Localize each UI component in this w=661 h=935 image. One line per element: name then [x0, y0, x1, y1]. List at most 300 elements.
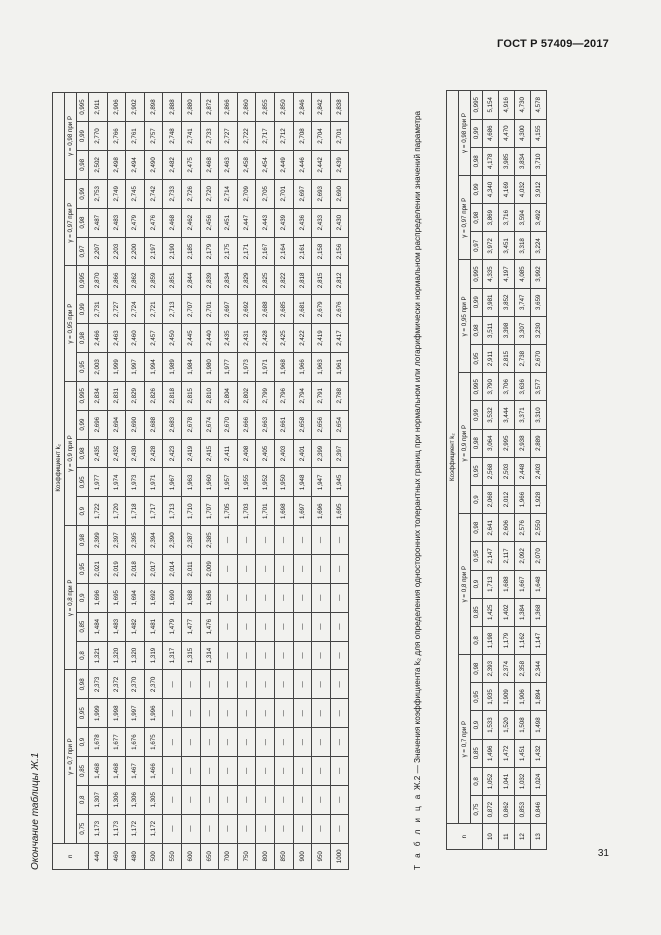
table-row	[293, 93, 312, 870]
table-cell: 1,720	[107, 497, 126, 526]
gamma-group-header: γ = 0,9 при P	[65, 381, 77, 525]
table-cell: 1,984	[181, 352, 200, 381]
table-cell: 2,457	[144, 324, 163, 353]
table-cell: 2,428	[144, 439, 163, 468]
row-n-cell: 900	[293, 843, 312, 869]
table-cell: 1,648	[531, 570, 547, 598]
table-cell: —	[237, 583, 256, 612]
table-cell: 2,428	[256, 324, 275, 353]
table-cell: 2,490	[144, 150, 163, 179]
table-cell: 2,742	[144, 179, 163, 208]
table-cell: 1,483	[107, 612, 126, 641]
table-cell: —	[219, 814, 238, 843]
table-cell: 3,869	[483, 204, 499, 232]
table-cell: 1,697	[293, 497, 312, 526]
table-cell: 2,726	[181, 179, 200, 208]
gamma-group-header: γ = 0,97 при P	[459, 175, 471, 260]
table-cell: 2,995	[499, 429, 515, 457]
table-cell: 2,685	[274, 295, 293, 324]
table-row	[144, 93, 163, 870]
table-cell: 2,696	[89, 410, 108, 439]
table-cell: 2,179	[200, 237, 219, 266]
table-cell: 1,963	[312, 352, 331, 381]
table-cell: 1,955	[237, 468, 256, 497]
table-cell: 2,688	[256, 295, 275, 324]
page-number: 31	[597, 848, 609, 859]
table-cell: —	[330, 612, 349, 641]
table-cell: 1,692	[144, 583, 163, 612]
p-column-header: 0,99	[471, 401, 483, 429]
p-column-header: 0,98	[77, 324, 89, 353]
p-column-header: 0,95	[471, 542, 483, 570]
gamma-group-header: γ = 0,95 при P	[459, 260, 471, 373]
table-cell: 2,483	[107, 208, 126, 237]
table-cell: 1,973	[237, 352, 256, 381]
table-cell: 1,703	[237, 497, 256, 526]
table-cell: 2,697	[219, 295, 238, 324]
table-cell: 1,173	[89, 814, 108, 843]
table-cell: 2,395	[126, 526, 145, 555]
table-cell: 1,963	[181, 468, 200, 497]
table-cell: 2,825	[256, 266, 275, 295]
table-cell: 2,678	[181, 410, 200, 439]
table-cell: 2,906	[107, 93, 126, 122]
p-column-header: 0,9	[77, 728, 89, 757]
table-cell: 1,675	[144, 728, 163, 757]
table-cell: 1,948	[293, 468, 312, 497]
table-cell: 2,810	[200, 381, 219, 410]
table-cell: 1,718	[126, 497, 145, 526]
table-cell: 2,749	[107, 179, 126, 208]
table-cell: —	[200, 785, 219, 814]
row-n-cell: 700	[219, 843, 238, 869]
table-cell: —	[312, 555, 331, 584]
table-cell: 2,818	[293, 266, 312, 295]
table-cell: 2,017	[144, 555, 163, 584]
table-cell: —	[256, 555, 275, 584]
table-cell: 1,484	[89, 612, 108, 641]
table-cell: 2,468	[200, 150, 219, 179]
table-cell: 2,147	[483, 542, 499, 570]
table-cell: 3,710	[531, 147, 547, 175]
table-cell: 2,450	[163, 324, 182, 353]
table-cell: —	[293, 612, 312, 641]
table-cell: 1,960	[200, 468, 219, 497]
table-cell: 2,701	[274, 179, 293, 208]
table-cell: 2,399	[89, 526, 108, 555]
table-cell: 1,172	[126, 814, 145, 843]
table-cell: 1,686	[200, 583, 219, 612]
table-cell: 3,511	[483, 316, 499, 344]
p-column-header: 0,9	[77, 583, 89, 612]
table-cell: 2,720	[200, 179, 219, 208]
row-n-cell: 460	[107, 843, 126, 869]
table-cell: —	[293, 526, 312, 555]
table-cell: 4,178	[483, 147, 499, 175]
table-cell: 2,788	[330, 381, 349, 410]
table-row	[163, 93, 182, 870]
table-cell: 2,576	[515, 514, 531, 542]
table-cell: 2,462	[181, 208, 200, 237]
table-cell: 2,447	[237, 208, 256, 237]
p-column-header: 0,99	[471, 288, 483, 316]
table-row	[89, 93, 108, 870]
table-cell: —	[312, 583, 331, 612]
table-cell: 1,909	[499, 683, 515, 711]
table-cell: —	[256, 641, 275, 670]
table-cell: 2,068	[483, 485, 499, 513]
table-cell: 1,320	[126, 641, 145, 670]
gamma-group-header: γ = 0,7 при P	[65, 670, 77, 843]
table-cell: 2,697	[293, 179, 312, 208]
p-column-header: 0,995	[471, 260, 483, 288]
table-cell: 1,971	[144, 468, 163, 497]
table-row	[126, 93, 145, 870]
p-column-header: 0,95	[471, 683, 483, 711]
table-cell: 2,831	[107, 381, 126, 410]
table-cell: 1,479	[163, 612, 182, 641]
table2-caption	[413, 70, 424, 870]
table-cell: 2,403	[274, 439, 293, 468]
table-cell: 2,372	[107, 670, 126, 699]
table-cell: 2,753	[89, 179, 108, 208]
table-cell: 3,577	[531, 373, 547, 401]
table-cell: 1,676	[126, 728, 145, 757]
table-cell: 2,911	[89, 93, 108, 122]
table-cell: 1,906	[515, 683, 531, 711]
table-cell: 2,902	[126, 93, 145, 122]
table-cell: —	[293, 757, 312, 786]
table-cell: 2,866	[107, 266, 126, 295]
table-cell: 1,321	[89, 641, 108, 670]
table-cell: 1,305	[144, 785, 163, 814]
p-column-header: 0,85	[77, 612, 89, 641]
table-cell: —	[274, 526, 293, 555]
table-cell: 1,961	[330, 352, 349, 381]
table-cell: 1,967	[163, 468, 182, 497]
table2-caption-lead: Т а б л и ц а	[413, 792, 422, 870]
row-n-cell: 850	[274, 843, 293, 869]
table-cell: —	[293, 699, 312, 728]
p-column-header: 0,9	[471, 711, 483, 739]
table-cell: 3,594	[515, 204, 531, 232]
table-cell: —	[274, 699, 293, 728]
table-cell: 2,727	[107, 295, 126, 324]
p-column-header: 0,98	[77, 150, 89, 179]
n-column-header: n	[53, 843, 89, 869]
table-cell: —	[330, 641, 349, 670]
table-cell: 1,947	[312, 468, 331, 497]
table-cell: 3,318	[515, 232, 531, 260]
table-cell: 2,794	[293, 381, 312, 410]
table-cell: 2,842	[312, 93, 331, 122]
table-cell: —	[219, 670, 238, 699]
table-cell: 2,460	[126, 324, 145, 353]
table-cell: 2,724	[126, 295, 145, 324]
table-cell: 1,041	[499, 767, 515, 795]
table-cell: 1,425	[483, 598, 499, 626]
table-cell: —	[312, 814, 331, 843]
table-cell: 2,713	[163, 295, 182, 324]
table-cell: 2,475	[181, 150, 200, 179]
table-cell: 2,385	[200, 526, 219, 555]
table-cell: 2,663	[256, 410, 275, 439]
p-column-header: 0,98	[77, 439, 89, 468]
table-cell: 2,770	[89, 122, 108, 151]
table-cell: —	[256, 670, 275, 699]
table-cell: —	[237, 814, 256, 843]
table-cell: 1,695	[107, 583, 126, 612]
table-cell: —	[200, 699, 219, 728]
table-cell: 1,999	[107, 352, 126, 381]
table-cell: 2,164	[274, 237, 293, 266]
table-cell: 3,444	[499, 401, 515, 429]
table-cell: 1,695	[330, 497, 349, 526]
table-cell: 1,977	[219, 352, 238, 381]
table-cell: 2,870	[89, 266, 108, 295]
table-cell: —	[237, 555, 256, 584]
table-cell: 0,862	[499, 796, 515, 824]
table-cell: —	[330, 583, 349, 612]
table-cell: 2,761	[126, 122, 145, 151]
p-column-header: 0,9	[471, 485, 483, 513]
table-cell: 2,430	[330, 208, 349, 237]
table-cell: 2,670	[219, 410, 238, 439]
table-cell: 1,306	[107, 785, 126, 814]
table-cell: 2,498	[107, 150, 126, 179]
table-cell: —	[312, 612, 331, 641]
table-cell: 2,463	[219, 150, 238, 179]
table-cell: 1,320	[107, 641, 126, 670]
table-cell: —	[312, 728, 331, 757]
table-cell: 3,230	[531, 316, 547, 344]
table-cell: 2,190	[163, 237, 182, 266]
table-cell: 2,855	[256, 93, 275, 122]
table-cell: 1,198	[483, 626, 499, 654]
table-cell: 2,433	[312, 208, 331, 237]
table-cell: 1,315	[181, 641, 200, 670]
table-cell: 2,435	[219, 324, 238, 353]
table-row	[515, 91, 531, 850]
p-column-header: 0,95	[471, 345, 483, 373]
row-n-cell: 550	[163, 843, 182, 869]
table-cell: 2,829	[126, 381, 145, 410]
table-cell: 2,468	[163, 208, 182, 237]
table-cell: 2,445	[181, 324, 200, 353]
table-cell: —	[163, 757, 182, 786]
table-cell: 1,496	[483, 739, 499, 767]
row-n-cell: 11	[499, 824, 515, 850]
table-cell: 2,443	[256, 208, 275, 237]
table-row	[499, 91, 515, 850]
table-row	[237, 93, 256, 870]
coefficient-header: Коэффициент k₂	[447, 91, 459, 824]
table-cell: 2,688	[144, 410, 163, 439]
table-cell: 2,482	[163, 150, 182, 179]
table-cell: 1,977	[89, 468, 108, 497]
table-cell: 2,815	[499, 345, 515, 373]
table-cell: 2,419	[181, 439, 200, 468]
table-cell: 2,415	[200, 439, 219, 468]
table-cell: 1,032	[515, 767, 531, 795]
row-n-cell: 12	[515, 824, 531, 850]
table-cell: —	[219, 641, 238, 670]
table-cell: 3,790	[483, 373, 499, 401]
p-column-header: 0,8	[77, 641, 89, 670]
p-column-header: 0,8	[471, 767, 483, 795]
p-column-header: 0,8	[471, 626, 483, 654]
table-cell: 2,745	[126, 179, 145, 208]
table-cell: 2,435	[89, 439, 108, 468]
table-cell: —	[181, 757, 200, 786]
table1	[52, 92, 349, 870]
table-cell: 2,826	[144, 381, 163, 410]
table-cell: —	[312, 757, 331, 786]
table-cell: 3,064	[483, 429, 499, 457]
table-cell: 2,503	[499, 457, 515, 485]
table-cell: 2,494	[126, 150, 145, 179]
table-cell: 1,957	[219, 468, 238, 497]
table-cell: 2,394	[144, 526, 163, 555]
gamma-group-header: γ = 0,7 при P	[459, 655, 471, 824]
p-column-header: 0,99	[77, 410, 89, 439]
table-cell: 1,667	[515, 570, 531, 598]
table-cell: 3,532	[483, 401, 499, 429]
p-column-header: 0,98	[77, 526, 89, 555]
table-cell: 1,147	[531, 626, 547, 654]
table-cell: 3,834	[515, 147, 531, 175]
table-cell: —	[219, 699, 238, 728]
table-cell: 1,477	[181, 612, 200, 641]
table-cell: 2,476	[144, 208, 163, 237]
p-column-header: 0,98	[471, 316, 483, 344]
table-cell: 2,425	[274, 324, 293, 353]
table-cell: 3,310	[531, 401, 547, 429]
table-cell: 2,888	[163, 93, 182, 122]
p-column-header: 0,95	[471, 457, 483, 485]
table-cell: 2,733	[200, 122, 219, 151]
table-cell: 1,472	[499, 739, 515, 767]
table-row	[312, 93, 331, 870]
table-cell: 1,402	[499, 598, 515, 626]
table-cell: 2,679	[312, 295, 331, 324]
table-cell: 1,319	[144, 641, 163, 670]
table-cell: 2,344	[531, 655, 547, 683]
table-cell: 2,167	[256, 237, 275, 266]
table-cell: 2,850	[274, 93, 293, 122]
table-cell: 2,846	[293, 93, 312, 122]
table-cell: 2,502	[89, 150, 108, 179]
table-cell: —	[293, 785, 312, 814]
table-header-row	[53, 93, 65, 870]
coefficient-header: Коэффициент k₂	[53, 93, 65, 844]
table-cell: —	[200, 728, 219, 757]
table-cell: 2,439	[330, 150, 349, 179]
p-column-header: 0,99	[471, 175, 483, 203]
table-cell: —	[200, 814, 219, 843]
table-cell: 1,973	[126, 468, 145, 497]
table-cell: 2,203	[107, 237, 126, 266]
table-cell: 2,705	[256, 179, 275, 208]
table-cell: 2,683	[163, 410, 182, 439]
table-cell: 2,796	[274, 381, 293, 410]
p-column-header: 0,75	[471, 796, 483, 824]
table-cell: 2,021	[89, 555, 108, 584]
table-cell: 2,390	[163, 526, 182, 555]
table-cell: 2,709	[237, 179, 256, 208]
table-cell: 2,432	[107, 439, 126, 468]
table-cell: 1,710	[181, 497, 200, 526]
table-cell: 2,451	[219, 208, 238, 237]
table-cell: 2,387	[181, 526, 200, 555]
p-column-header: 0,995	[471, 91, 483, 120]
table-row	[107, 93, 126, 870]
row-n-cell: 600	[181, 843, 200, 869]
table-cell: 2,721	[144, 295, 163, 324]
table-cell: 0,872	[483, 796, 499, 824]
table-cell: 1,705	[219, 497, 238, 526]
p-column-header: 0,95	[77, 352, 89, 381]
row-n-cell: 1000	[330, 843, 349, 869]
p-column-header: 0,98	[77, 670, 89, 699]
table-cell: 1,467	[126, 757, 145, 786]
table-cell: 1,996	[144, 699, 163, 728]
table-cell: 2,670	[531, 345, 547, 373]
table-cell: 2,658	[293, 410, 312, 439]
table-cell: 2,487	[89, 208, 108, 237]
table-cell: 2,397	[107, 526, 126, 555]
table-cell: —	[293, 583, 312, 612]
table-cell: 2,393	[483, 655, 499, 683]
row-n-cell: 440	[89, 843, 108, 869]
table-cell: 1,952	[256, 468, 275, 497]
table-cell: 2,158	[312, 237, 331, 266]
table-cell: 1,713	[483, 570, 499, 598]
table-cell: 2,859	[144, 266, 163, 295]
table-cell: 3,912	[531, 175, 547, 203]
table-cell: 1,989	[163, 352, 182, 381]
table-cell: 1,451	[515, 739, 531, 767]
table-cell: —	[293, 670, 312, 699]
table-row	[219, 93, 238, 870]
gamma-group-header: γ = 0,95 при P	[65, 266, 77, 381]
gamma-group-header: γ = 0,9 при P	[459, 373, 471, 514]
table-cell: 2,727	[219, 122, 238, 151]
table-cell: 2,019	[107, 555, 126, 584]
row-n-cell: 480	[126, 843, 145, 869]
table-cell: —	[219, 757, 238, 786]
table-cell: —	[256, 757, 275, 786]
table-cell: 2,606	[499, 514, 515, 542]
table-cell: 2,422	[293, 324, 312, 353]
table-cell: 2,898	[144, 93, 163, 122]
table-cell: 1,696	[312, 497, 331, 526]
table-cell: 2,175	[219, 237, 238, 266]
table-cell: 1,162	[515, 626, 531, 654]
table-cell: 2,862	[126, 266, 145, 295]
table-cell: 4,916	[499, 91, 515, 120]
table-cell: —	[181, 699, 200, 728]
table-cell: 2,822	[274, 266, 293, 295]
table-cell: 2,185	[181, 237, 200, 266]
table-cell: —	[256, 583, 275, 612]
table-cell: 1,314	[200, 641, 219, 670]
table-cell: 3,398	[499, 316, 515, 344]
table-cell: 4,335	[483, 260, 499, 288]
table-cell: 2,568	[483, 457, 499, 485]
p-column-header: 0,95	[77, 468, 89, 497]
table-cell: —	[293, 641, 312, 670]
